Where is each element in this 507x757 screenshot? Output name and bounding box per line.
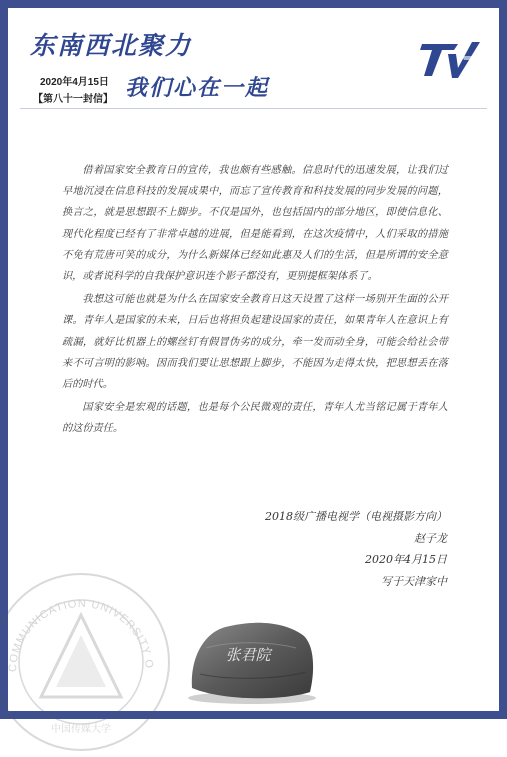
tv-logo [418,36,480,80]
signature-date: 2020年4月15日 [365,553,447,566]
letter-paragraph-2: 我想这可能也就是为什么在国家安全教育日这天设置了这样一场别开生面的公开课。青年人是国家的未来，日后也将担负起建设国家的责任，如果青年人在意识上有疏漏，就好比机器上的螺丝钉有假冒伪劣的成分，牵一发而动全身，可能会给社会带来不可言明的影响。因而我们要让思想跟上脚步，不能因为走得太快，把思想丢在落后的时代。 [62,294,448,391]
stone-inscription: 张君院 [225,646,271,664]
signature-dept: 2018级广播电视学（电视摄影方向） [265,510,447,523]
header-slogan-line1: 东南西北聚力 [30,31,193,60]
university-seal-watermark [0,567,176,757]
engraved-stone-image [186,618,318,704]
letter-paragraph-3: 国家安全是宏观的话题，也是每个公民微观的责任，青年人尤当铭记属于青年人的这份责任。 [62,402,448,435]
header-slogan-line2: 我们心在一起 [125,75,270,101]
seal-text: COMMUNICATION UNIVERSITY O [6,597,156,673]
signature-place: 写于天津家中 [381,574,447,588]
signature-block [265,506,447,592]
seal-chinese-text: 中国传媒大学 [51,724,111,735]
letter-paragraph-1: 借着国家安全教育日的宣传，我也颇有些感触。信息时代的迅速发展，让我们过早地沉浸在信息科技的发展成果中，而忘了宣传教育和科技发展的同步发展的问题，换言之，就是思想跟不上脚步。不仅是国外，也包括国内的部分地区，即使信息化、现代化程度已经有了非常卓越的进展，但是能看到，在这次疫情中，人们采取的措施不免有荒唐可笑的成分，为什么新媒体已经如此惠及人们的生活，但是所谓的安全意识，或者说科学的自我保护意识连个影子都没有，更别提框架体系了。 [62,165,448,283]
signature-name: 赵子龙 [414,531,447,545]
header-date: 2020年4月15日 [40,77,109,88]
header-divider [20,108,487,109]
letter-body [62,160,448,442]
header-issue-number: 【第八十一封信】 [33,94,113,105]
